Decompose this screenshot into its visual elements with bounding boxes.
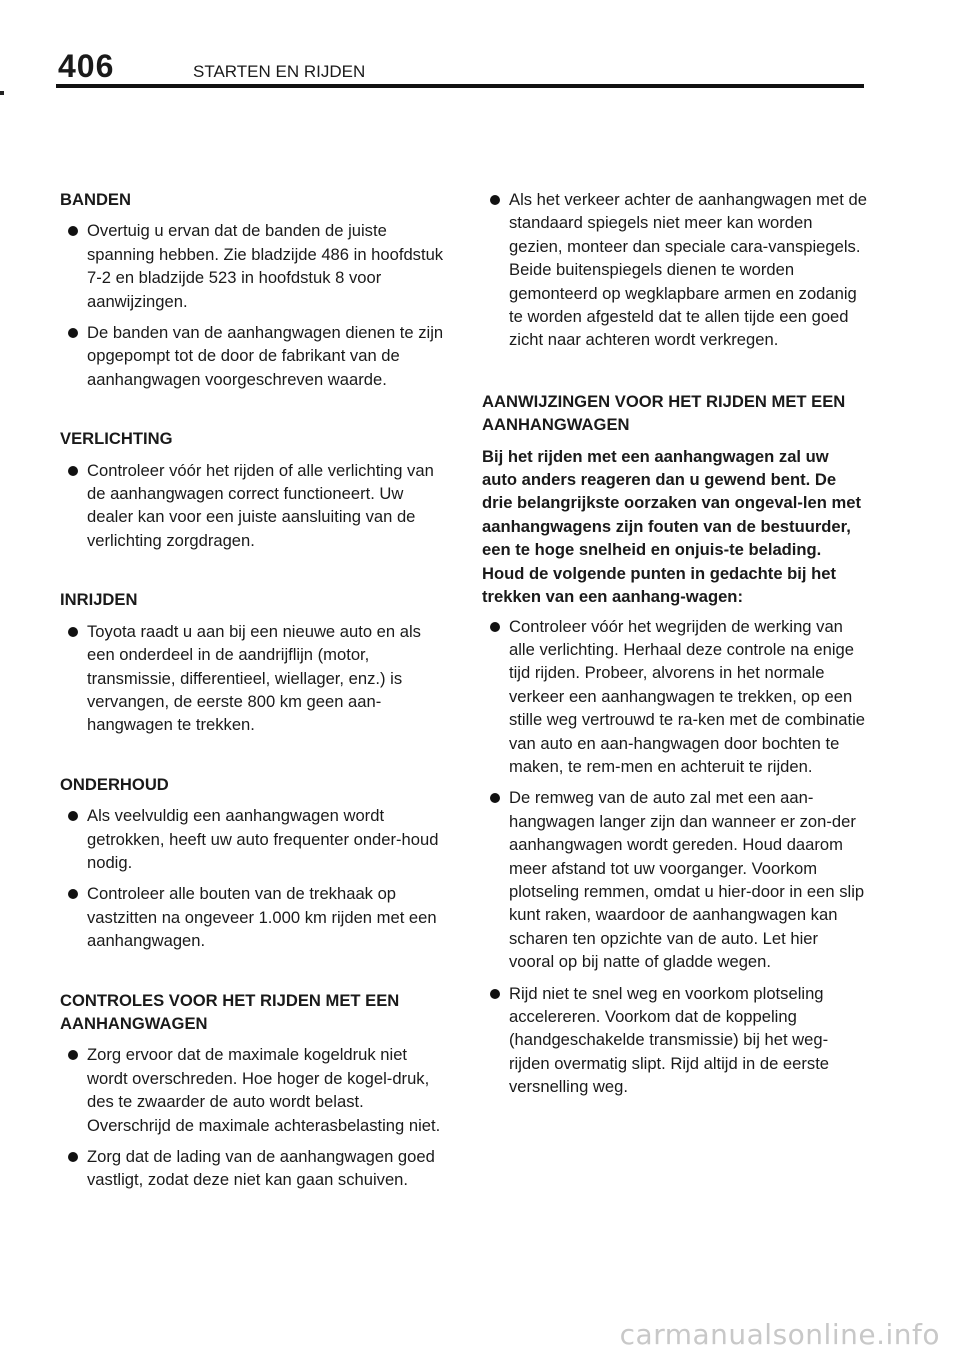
bullet-text: De banden van de aanhangwagen dienen te zijn opgepompt tot de door de fabrikant van de aanhangwagen voorgeschreven waarde. [87, 323, 444, 389]
bullet-text: Zorg ervoor dat de maximale kogeldruk niet wordt overschreden. Hoe hoger de kogel-druk, des te zwaarder de auto wordt belast. Overschrijd de maximale achterasbelasting niet. [87, 1045, 441, 1135]
left-column [60, 188, 445, 1228]
bullet-text: Overtuig u ervan dat de banden de juiste spanning hebben. Zie bladzijde 486 in hoofdstuk 7-2 en bladzijde 523 in hoofdstuk 8 voor aanwijzingen. [87, 221, 444, 311]
bullet-list [482, 615, 867, 1099]
section-heading: BANDEN [60, 190, 131, 209]
section-title: STARTEN EN RIJDEN [193, 62, 366, 81]
margin-mark [0, 91, 4, 95]
intro-paragraph: Bij het rijden met een aanhangwagen zal uw auto anders reageren dan u gewend bent. De drie belangrijkste oorzaken van ongeval-len met aanhangwagens zijn fouten van de bestuurder, een te hoge snelheid en onjuis-te belading. Houd de volgende punten in gedachte bij het trekken van een aanhang-wagen: [482, 446, 862, 607]
bullet-item [482, 188, 867, 352]
section-heading: VERLICHTING [60, 429, 173, 449]
page-header [0, 0, 960, 100]
section-heading: ONDERHOUD [60, 774, 169, 794]
bullet-icon [68, 328, 78, 338]
watermark: carmanualsonline.info [619, 1318, 940, 1351]
bullet-text: De remweg van de auto zal met een aan-hangwagen langer zijn dan wanneer er zon-der aanhangwagen wordt gereden. Houd daarom meer afstand tot uw voorganger. Voorkom plotseling remmen, omdat u hier-door in een slip kunt raken, waardoor de aanhangwagen kan scharen ten opzichte van de auto. Let hier vooral op bij natte of gladde wegen. [509, 788, 865, 972]
bullet-item [482, 615, 867, 779]
bullet-text: Als het verkeer achter de aanhangwagen met de standaard spiegels niet meer kan worden gezien, monteer dan speciale cara-vanspiegels. Beide buitenspiegels dienen te worden gemonteerd op wegklapbare armen en zodanig te worden afgesteld dat te allen tijde een goed zicht naar achteren wordt verkregen. [509, 190, 867, 350]
bullet-icon [68, 226, 78, 236]
bullet-item [60, 1043, 445, 1137]
bullet-icon [490, 989, 500, 999]
bullet-icon [490, 195, 500, 205]
bullet-item [60, 219, 445, 313]
bullet-text: Controleer vóór het wegrijden de werking van alle verlichting. Herhaal deze controle na enige tijd rijden. Probeer, alvorens in het normale verkeer een aanhangwagen te trekken, op een stille weg vertrouwd te ra-ken met de combinatie van auto en aan-hangwagen door bochten te maken, te rem-men en achteruit te rijden. [509, 616, 866, 776]
bullet-icon [68, 1050, 78, 1060]
section-block [60, 773, 445, 953]
bullet-item [60, 882, 445, 952]
bullet-icon [68, 889, 78, 899]
section-heading: INRIJDEN [60, 590, 138, 610]
bullet-text: Zorg dat de lading van de aanhangwagen goed vastligt, zodat deze niet kan gaan schuiven. [87, 1147, 435, 1190]
bullet-text: Controleer vóór het rijden of alle verlichting van de aanhangwagen correct functioneert. Uw dealer kan voor een juiste aansluiting van de verlichting zorgdragen. [87, 460, 434, 550]
section-heading: AANWIJZINGEN VOOR HET RIJDEN MET EEN AANHANGWAGEN [482, 391, 846, 435]
section-block [60, 588, 445, 736]
section-block [60, 989, 445, 1192]
bullet-icon [490, 622, 500, 632]
bullet-text: Rijd niet te snel weg en voorkom plotseling accelereren. Voorkom dat de koppeling (handgeschakelde transmissie) bij het weg-rijden overmatig slipt. Rijd altijd in de eerste versnelling weg. [509, 983, 830, 1097]
section-block [60, 188, 445, 391]
page-number: 406 [58, 48, 115, 84]
bullet-item [60, 804, 445, 874]
bullet-icon [68, 811, 78, 821]
bullet-icon [490, 793, 500, 803]
bullet-item [482, 982, 867, 1099]
bullet-item [60, 459, 445, 553]
bullet-icon [68, 1152, 78, 1162]
bullet-icon [68, 627, 78, 637]
section-block [60, 427, 445, 552]
section-heading: CONTROLES VOOR HET RIJDEN MET EEN AANHANGWAGEN [60, 990, 400, 1033]
bullet-text: Controleer alle bouten van de trekhaak op vastzitten na ongeveer 1.000 km rijden met een aanhangwagen. [87, 884, 437, 951]
header-rule [56, 84, 864, 88]
bullet-icon [68, 466, 78, 476]
bullet-item [60, 321, 445, 391]
bullet-item [60, 1145, 445, 1192]
bullet-item [60, 620, 445, 737]
bullet-text: Als veelvuldig een aanhangwagen wordt getrokken, heeft uw auto frequenter onder-houd nodig. [87, 806, 439, 872]
bullet-item [482, 786, 867, 973]
bullet-text: Toyota raadt u aan bij een nieuwe auto en als een onderdeel in de aandrijflijn (motor, transmissie, differentieel, wiellager, enz.) is vervangen, de eerste 800 km geen aan-hangwagen te trekken. [87, 621, 421, 735]
right-column [482, 188, 867, 1107]
